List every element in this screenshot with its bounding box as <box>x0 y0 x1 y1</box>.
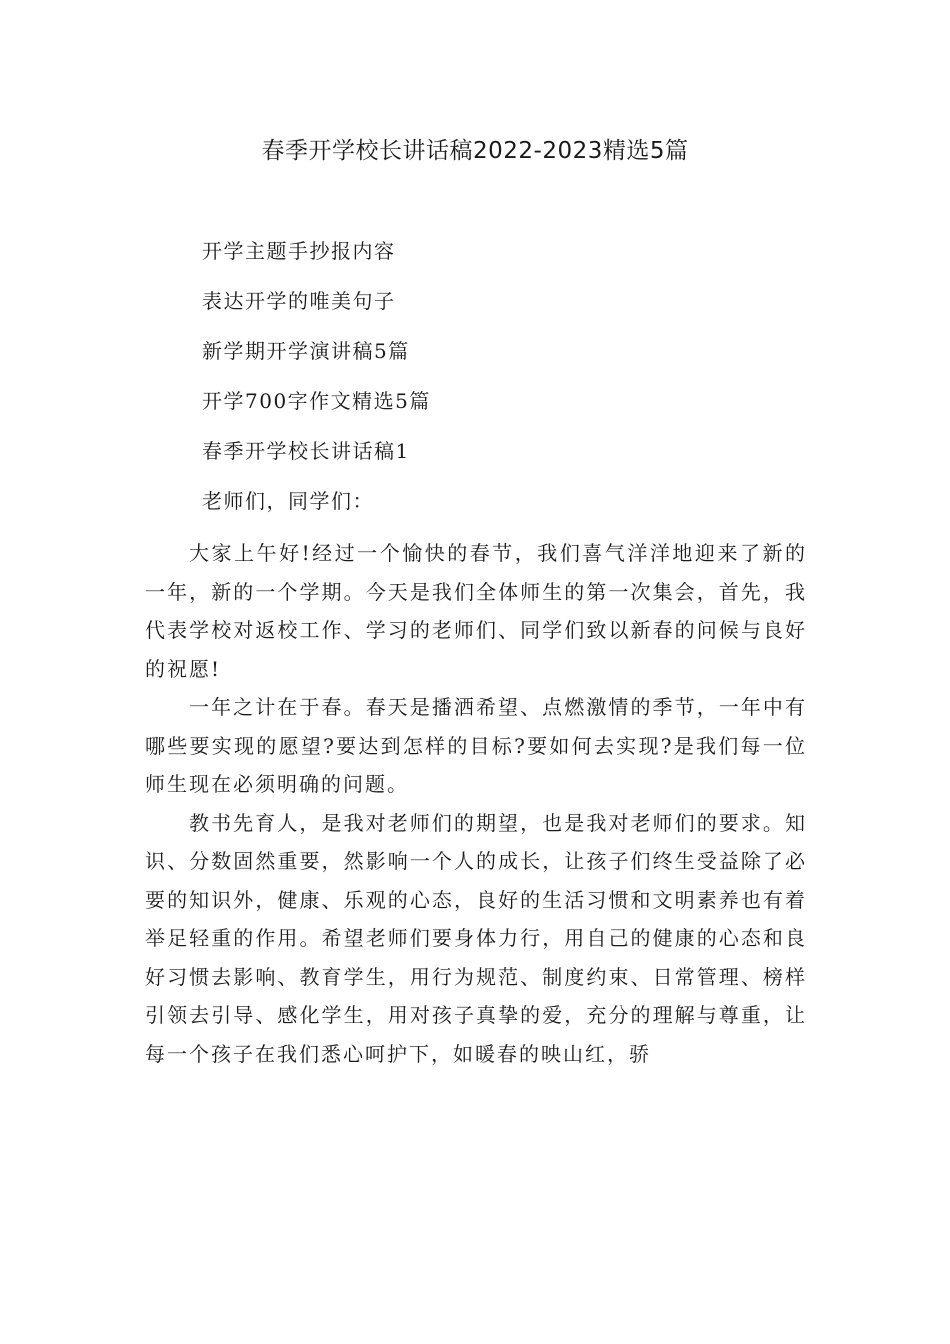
paragraph: 一年之计在于春。春天是播洒希望、点燃激情的季节，一年中有哪些要实现的愿望?要达到怎样的目标?要如何去实现?是我们每一位师生现在必须明确的问题。 <box>145 695 807 796</box>
toc-item: 新学期开学演讲稿5篇 <box>202 339 410 363</box>
body-text <box>145 534 807 1073</box>
paragraph: 大家上午好!经过一个愉快的春节，我们喜气洋洋地迎来了新的一年，新的一个学期。今天是我们全体师生的第一次集会，首先，我代表学校对返校工作、学习的老师们、同学们致以新春的问候与良好的祝愿! <box>145 541 807 681</box>
paragraph: 教书先育人，是我对老师们的期望，也是我对老师们的要求。知识、分数固然重要，然影响一个人的成长，让孩子们终生受益除了必要的知识外，健康、乐观的心态，良好的生活习惯和文明素养也有着举足轻重的作用。希望老师们要身体力行，用自己的健康的心态和良好习惯去影响、教育学生，用行为规范、制度约束、日常管理、榜样引领去引导、感化学生，用对孩子真挚的爱，充分的理解与尊重，让每一个孩子在我们悉心呵护下，如暖春的映山红，骄 <box>145 810 807 1066</box>
toc-item: 春季开学校长讲话稿1 <box>202 439 410 463</box>
toc-item: 开学主题手抄报内容 <box>202 239 396 263</box>
toc-item: 开学700字作文精选5篇 <box>202 389 431 413</box>
document-title: 春季开学校长讲话稿2022-2023精选5篇 <box>261 138 689 164</box>
toc-list <box>202 236 822 536</box>
salutation: 老师们，同学们： <box>202 489 374 513</box>
toc-item: 表达开学的唯美句子 <box>202 289 396 313</box>
